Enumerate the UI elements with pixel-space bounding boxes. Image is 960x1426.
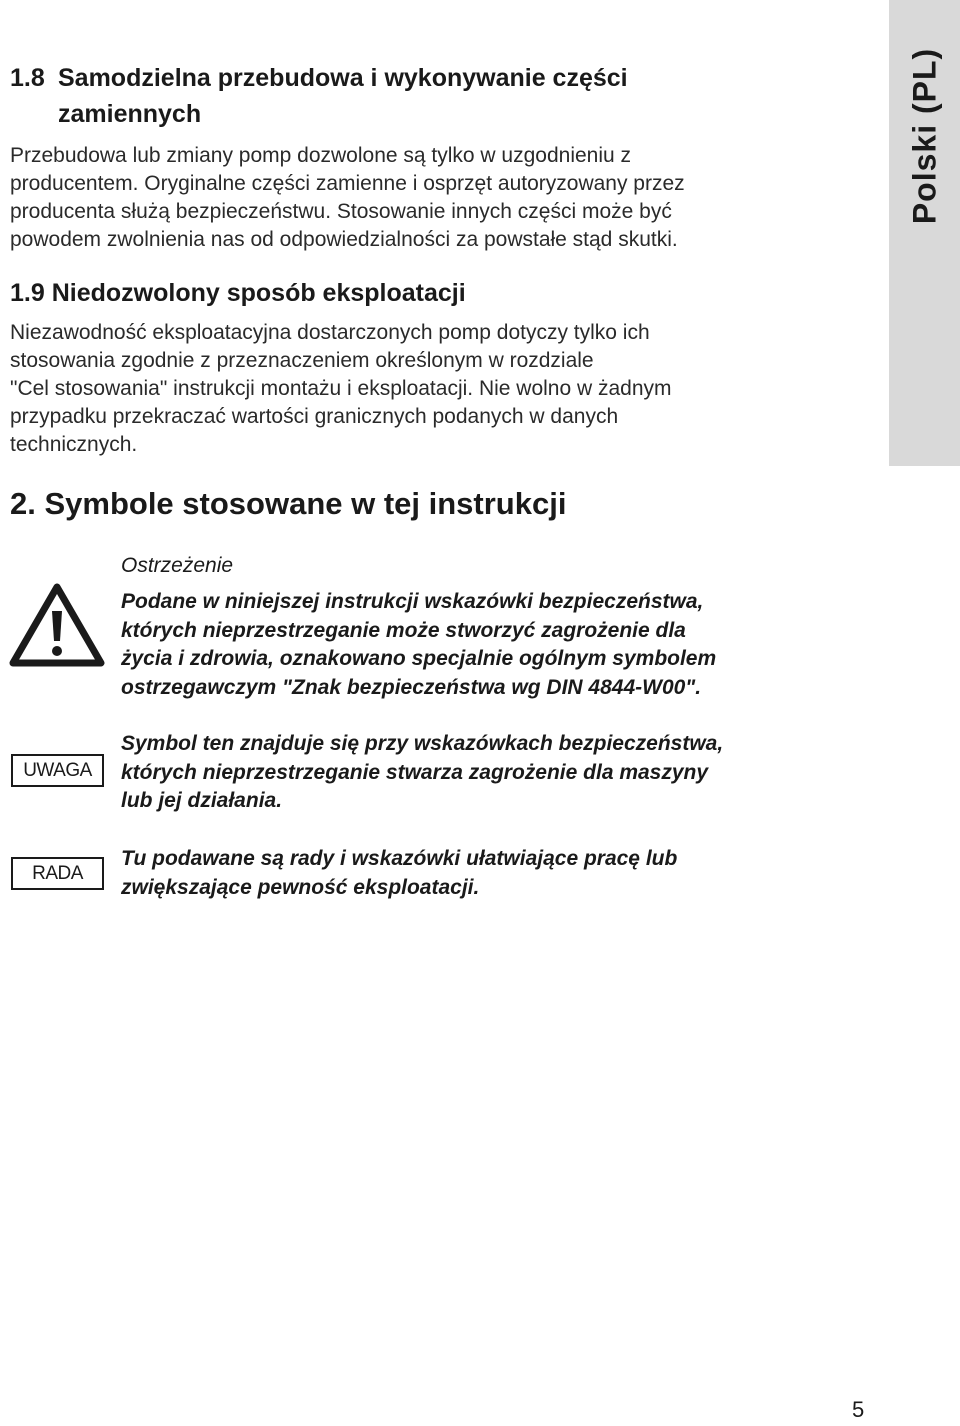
paragraph-line: przypadku przekraczać wartości granicznych podanych w danych [10,405,619,428]
warning-description [121,588,881,702]
uwaga-label-box: UWAGA [11,754,104,787]
section-1-8-title-line2: zamiennych [58,100,202,128]
section-1-9-paragraph [10,319,870,459]
section-1-8-title-line1: Samodzielna przebudowa i wykonywanie części [58,64,628,92]
paragraph-line: powodem zwolnienia nas od odpowiedzialności za powstałe stąd skutki. [10,228,678,251]
uwaga-description [121,730,881,816]
warning-line: życia i zdrowia, oznakowano specjalnie ogólnym symbolem [121,647,717,670]
section-1-9 [10,275,870,459]
rada-label-box: RADA [11,857,104,890]
warning-heading: Ostrzeżenie [121,554,234,577]
section-1-9-heading [10,275,870,311]
section-2-heading: 2. Symbole stosowane w tej instrukcji [10,486,567,521]
uwaga-line: których nieprzestrzeganie stwarza zagrożenie dla maszyny [121,760,709,784]
paragraph-line: stosowania zgodnie z przeznaczeniem określonym w rozdziale [10,349,594,372]
uwaga-line: Symbol ten znajduje się przy wskazówkach bezpieczeństwa, [121,732,724,755]
uwaga-line: lub jej działania. [121,789,283,812]
section-1-9-number: 1.9 [10,279,45,307]
warning-line: Podane w niniejszej instrukcji wskazówki bezpieczeństwa, [121,590,704,613]
rada-description [121,845,881,902]
rada-line: zwiększające pewność eksploatacji. [121,875,480,899]
paragraph-line: producenta służą bezpieczeństwu. Stosowanie innych części może być [10,200,672,223]
paragraph-line: Przebudowa lub zmiany pomp dozwolone są tylko w uzgodnieniu z [10,144,632,167]
section-1-8-number: 1.8 [10,64,45,92]
paragraph-line: Niezawodność eksploatacyjna dostarczonych pomp dotyczy tylko ich [10,321,650,344]
warning-triangle-icon [9,583,105,667]
rada-line: Tu podawane są rady i wskazówki ułatwiające pracę lub [121,847,678,870]
section-1-8-heading [10,60,870,132]
section-1-8 [10,60,870,254]
section-1-8-paragraph [10,142,870,254]
language-side-tab [889,0,960,466]
language-tab-label: Polski (PL) [906,47,942,225]
paragraph-line: producentem. Oryginalne części zamienne i osprzęt autoryzowany przez [10,172,685,195]
warning-line: ostrzegawczym "Znak bezpieczeństwa wg DIN 4844-W00". [121,675,702,699]
paragraph-line: "Cel stosowania" instrukcji montażu i eksploatacji. Nie wolno w żadnym [10,377,672,400]
warning-line: których nieprzestrzeganie może stworzyć zagrożenie dla [121,618,686,642]
page-number: 5 [852,1397,865,1422]
section-1-9-title: Niedozwolony sposób eksploatacji [51,279,466,307]
paragraph-line: technicznych. [10,433,138,456]
